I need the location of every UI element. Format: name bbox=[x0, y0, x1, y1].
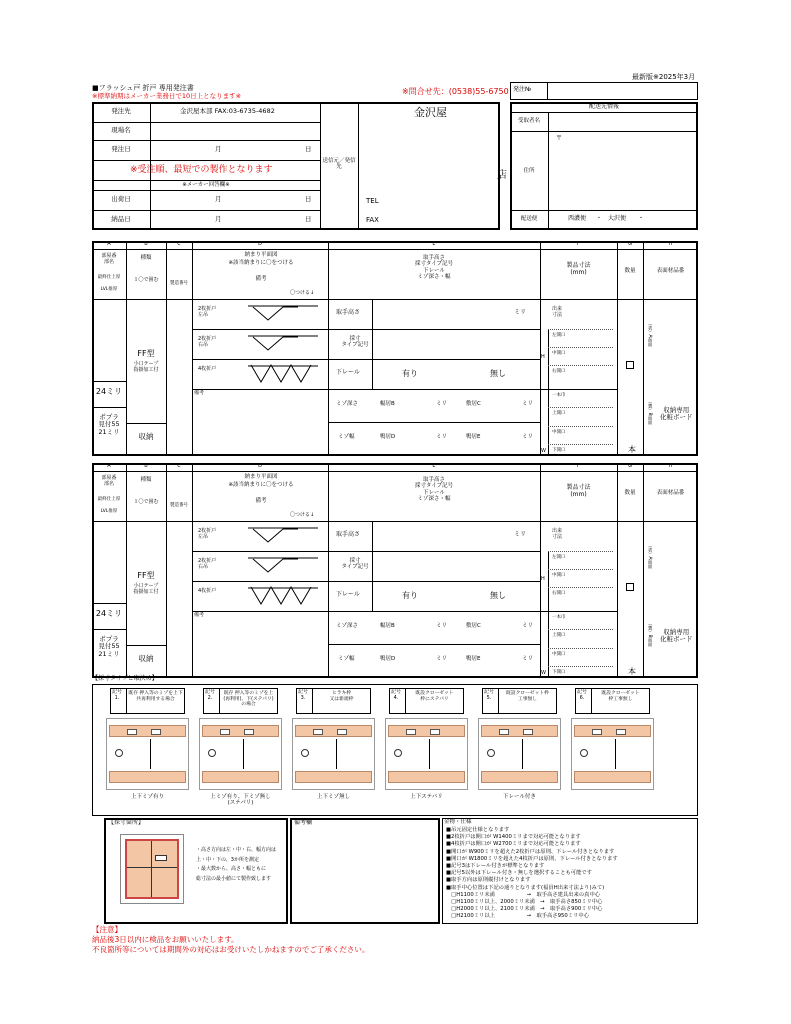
poplar-label: ポプラ 見付55 21ミリ bbox=[98, 413, 120, 436]
delivery-info-title: 配送先情報 bbox=[588, 103, 619, 110]
thickness-24: 24ミリ bbox=[95, 609, 123, 618]
postal-mark: 〒 bbox=[556, 135, 563, 142]
form-title: ■フラッシュ戸 折戸 専用発注書 bbox=[92, 84, 194, 92]
groove-width-unit-width_e: ミリ bbox=[522, 434, 534, 440]
spec-line: ■記号5以外は下レール付き・無しを選択することも可能です bbox=[446, 870, 592, 877]
measure-type-card-6[interactable] bbox=[569, 688, 656, 812]
finish-size-label: 出来 寸法 bbox=[552, 528, 563, 540]
door-2-left-plan-icon[interactable] bbox=[248, 524, 318, 548]
handle-header: 取手高さ 採寸タイプ記号 下レール ミゾ深さ・幅 bbox=[414, 477, 454, 502]
col-letter-C: C bbox=[177, 241, 181, 247]
measure-type-caption: 上下ステパリ bbox=[410, 794, 443, 800]
ff-type-label: FF型 bbox=[137, 349, 155, 358]
door-2-left-label: 2枚折戸 左吊 bbox=[198, 528, 217, 540]
lower-rail-label: 下レール bbox=[336, 369, 360, 376]
spec-line: ■4枚折戸は開口が W2700ミリまで対応可能となります bbox=[446, 841, 581, 848]
order-date-day: 日 bbox=[305, 145, 312, 153]
surface-a-label: （表）A面面 bbox=[647, 543, 653, 569]
spec-line: □H1100ミリ以上、2000ミリ未満 → 取手高さ850ミリ中心 bbox=[446, 899, 603, 905]
circle-note: １〇で囲む bbox=[133, 277, 159, 283]
door-2-right-label: 2枚折戸 右吊 bbox=[198, 558, 217, 570]
groove-depth-label: ミゾ深さ bbox=[336, 623, 359, 629]
w-opening-upper: 上開口 bbox=[552, 633, 566, 638]
lvl-thickness-label: LVL推厚 bbox=[100, 287, 118, 292]
remarks-header: 備考 bbox=[255, 276, 267, 282]
manufacture-no-header: 製造番号 bbox=[170, 281, 188, 286]
measure-type-desc: ヒラキ枠 又は新規枠 bbox=[329, 691, 354, 702]
address-label: 住所 bbox=[523, 168, 535, 174]
order-number-label: 発注№ bbox=[513, 86, 532, 93]
groove-depth-unit-width_b: ミリ bbox=[436, 401, 448, 407]
col-letter-E: E bbox=[432, 241, 436, 247]
spec-line: ■取手中心位置は下記の通りとなります(福員H出来寸法より)みて) bbox=[446, 884, 605, 891]
groove-width-label: ミゾ幅 bbox=[338, 656, 355, 662]
measure-type-no: 記号 2. bbox=[204, 689, 215, 701]
measure-type-desc: 既存 押入等のミゾを上下共再利用する場合 bbox=[128, 691, 183, 702]
groove-width-unit-width_d: ミリ bbox=[436, 656, 448, 662]
delivery-date-day: 日 bbox=[305, 215, 312, 223]
ship-date-label: 出荷日 bbox=[111, 195, 131, 203]
spec-title: 金物・仕様 bbox=[444, 819, 472, 825]
measure-type-diagram bbox=[292, 718, 375, 790]
order-date-month: 月 bbox=[215, 145, 222, 153]
delivery-seino[interactable]: 西濃便 bbox=[568, 215, 587, 222]
poplar-label: ポプラ 見付55 21ミリ bbox=[98, 635, 120, 658]
h-mark: H bbox=[541, 354, 545, 360]
measure-type-diagram bbox=[478, 718, 561, 790]
circle-note: １〇で囲む bbox=[133, 499, 159, 505]
col-letter-G: G bbox=[628, 241, 632, 247]
groove-depth-width_c: 敷居C bbox=[466, 401, 481, 407]
groove-depth-label: ミゾ深さ bbox=[336, 401, 359, 407]
supplier-value: 金沢屋本部 FAX:03-6735-4682 bbox=[180, 107, 275, 115]
circle-mark: 〇つける↓ bbox=[290, 290, 315, 296]
plan-title: 納まり平面図 bbox=[244, 252, 278, 258]
spec-line: □H2100ミリ以上 → 取手高さ950ミリ中心 bbox=[446, 913, 589, 920]
w-opening-lower: 下開口 bbox=[552, 670, 566, 675]
measure-type-caption: 下レール付き bbox=[503, 794, 536, 800]
delivery-yamato[interactable]: 大沢便 bbox=[608, 215, 627, 222]
spec-line: ■吊元固定仕様となります bbox=[446, 827, 510, 833]
groove-width-unit-width_e: ミリ bbox=[522, 656, 534, 662]
measure-type-caption: 上下ミゾ無し bbox=[316, 794, 350, 800]
frame-thickness-label: 最終仕上厚 bbox=[97, 275, 121, 280]
type-header: 種類 bbox=[140, 477, 152, 483]
groove-depth-width_c: 敷居C bbox=[466, 623, 481, 629]
ff-sub-label: 小口テープ 指掛加工付 bbox=[133, 583, 159, 595]
door-2-left-label: 2枚折戸 左吊 bbox=[198, 306, 217, 318]
qty-unit: 本 bbox=[628, 667, 636, 676]
handle-height-label: 取手高さ bbox=[336, 531, 361, 538]
measure-location-notes: ・高さ方向は左・中・右、幅方向は 上・中・下の、3か所を測定 ・最大数から、高さ・幅ともに 総寸法の最小値にて製作致します bbox=[196, 847, 277, 882]
measure-type-no: 記号 3. bbox=[297, 689, 308, 701]
groove-width-label: ミゾ幅 bbox=[338, 434, 355, 440]
store-suffix: 店 bbox=[497, 170, 507, 181]
h-opening-center: 中開口 bbox=[552, 573, 566, 578]
measure-type-caption: 上下ミゾ有り bbox=[130, 794, 164, 800]
door-2-right-plan-icon[interactable] bbox=[248, 332, 318, 356]
version-label: 最新版※2025年3月 bbox=[632, 73, 696, 81]
measure-type-label: 採寸 タイプ記号 bbox=[341, 558, 369, 571]
site-name-label: 現場名 bbox=[111, 126, 131, 134]
qty-header: 数量 bbox=[624, 268, 636, 274]
tel-label: TEL bbox=[366, 197, 379, 205]
fax-label: FAX bbox=[366, 216, 379, 224]
lower-rail-no[interactable]: 無し bbox=[490, 369, 506, 378]
h-opening-left_side: 左開口 bbox=[552, 333, 566, 338]
surface-b-label: （裏）B面面 bbox=[647, 621, 653, 647]
measure-type-label: 採寸 タイプ記号 bbox=[341, 336, 369, 349]
size-header: 製品寸法 (mm) bbox=[566, 484, 591, 498]
col-letter-C: C bbox=[177, 463, 181, 469]
measure-type-caption: 上ミゾ有り、下ミゾ無し (ステパリ) bbox=[210, 794, 271, 807]
lower-rail-yes[interactable]: 有り bbox=[402, 369, 418, 378]
company-name: 金沢屋 bbox=[414, 106, 447, 119]
manufacture-no-header: 製造番号 bbox=[170, 503, 188, 508]
qty-checkbox[interactable] bbox=[626, 583, 634, 591]
type-header: 種類 bbox=[140, 255, 152, 261]
h-opening-right_side: 右開口 bbox=[552, 369, 566, 374]
ff-sub-label: 小口テープ 指掛加工付 bbox=[133, 361, 159, 373]
measure-type-desc: 既設クローゼット 枠工事無し bbox=[601, 691, 640, 702]
w-opening-upper: 上開口 bbox=[552, 411, 566, 416]
measure-type-card-1[interactable] bbox=[104, 688, 191, 812]
finish-size-label: 出来 寸法 bbox=[552, 306, 563, 318]
measure-type-card-3[interactable] bbox=[290, 688, 377, 812]
col-letter-B: B bbox=[144, 463, 148, 469]
w-opening-ichiban: 一本巾 bbox=[552, 393, 566, 398]
plan-title: 納まり平面図 bbox=[244, 474, 278, 480]
spec-line: ■開口が W1800ミリを超えた4枚折戸は原則、下レール付きとなります bbox=[446, 855, 618, 862]
h-mark: H bbox=[541, 576, 545, 582]
spec-line: ■記号3は下レール付きが標準となります bbox=[446, 863, 545, 869]
w-opening-middle: 中開口 bbox=[552, 652, 566, 657]
col-letter-A: A bbox=[107, 241, 111, 247]
door-2-right-plan-icon[interactable] bbox=[248, 554, 318, 578]
row-remarks-label: 備考 bbox=[194, 390, 205, 396]
inquiry-phone: ※問合せ先：(0538)55-6750 bbox=[402, 87, 509, 96]
lower-rail-no[interactable]: 無し bbox=[490, 591, 506, 600]
groove-width-width_d: 鴨居D bbox=[380, 656, 396, 662]
delivery-date-month: 月 bbox=[215, 215, 222, 223]
measure-type-no: 記号 4. bbox=[390, 689, 401, 701]
lvl-thickness-label: LVL推厚 bbox=[100, 509, 118, 514]
plan-note: ※該当納まりに〇をつける bbox=[228, 260, 294, 266]
ff-type-label: FF型 bbox=[137, 571, 155, 580]
storage-label: 収納 bbox=[138, 432, 154, 441]
circle-mark: 〇つける↓ bbox=[290, 512, 315, 518]
col-letter-H: H bbox=[668, 463, 673, 469]
sender-label: 送信元／発信先 bbox=[322, 158, 356, 171]
remarks-title: 備考欄 bbox=[294, 819, 313, 826]
order-notice: ※受注順、最短での製作となります bbox=[130, 165, 273, 175]
lower-rail-label: 下レール bbox=[336, 591, 360, 598]
door-4-plan-icon[interactable] bbox=[248, 362, 318, 386]
delivery-date-label: 納品日 bbox=[111, 215, 131, 223]
col-letter-G: G bbox=[628, 463, 632, 469]
handle-height-label: 取手高さ bbox=[336, 309, 361, 316]
col-letter-D: D bbox=[258, 463, 262, 469]
door-4-label: 4枚折戸 bbox=[198, 366, 217, 372]
col-letter-H: H bbox=[668, 241, 673, 247]
w-opening-middle: 中開口 bbox=[552, 430, 566, 435]
measure-type-no: 記号 6. bbox=[576, 689, 587, 701]
surface-header: 表面材品番 bbox=[656, 490, 685, 496]
plan-note: ※該当納まりに〇をつける bbox=[228, 482, 294, 488]
room-header: 部屋番 部名 bbox=[101, 253, 117, 265]
col-letter-E: E bbox=[432, 463, 436, 469]
spec-line: □H1100ミリ未満 → 取手高さ建具出来の真中心 bbox=[446, 891, 601, 898]
room-header: 部屋番 部名 bbox=[101, 475, 117, 487]
col-letter-B: B bbox=[144, 241, 148, 247]
storage-board-label: 収納専用 化粧ボード bbox=[660, 406, 693, 422]
col-letter-F: F bbox=[577, 241, 580, 247]
surface-header: 表面材品番 bbox=[656, 268, 685, 274]
delivery-dot-2: ・ bbox=[638, 215, 645, 222]
measure-type-diagram bbox=[571, 718, 654, 790]
w-mark: W bbox=[541, 448, 546, 454]
ship-date-day: 日 bbox=[305, 195, 312, 203]
remarks-box[interactable] bbox=[290, 818, 440, 924]
col-letter-A: A bbox=[107, 463, 111, 469]
measure-location-title: 【採寸箇所】 bbox=[108, 819, 145, 826]
surface-b-label: （裏）B面面 bbox=[647, 399, 653, 425]
measure-type-diagram bbox=[199, 718, 282, 790]
measure-type-card-5[interactable] bbox=[476, 688, 563, 812]
spec-line: ■開口が W900ミリを超えた2枚折戸は原則、下レール付きとなります bbox=[446, 848, 615, 855]
thickness-24: 24ミリ bbox=[95, 387, 123, 396]
groove-depth-unit-width_c: ミリ bbox=[522, 623, 534, 629]
groove-width-width_d: 鴨居D bbox=[380, 434, 396, 440]
door-2-right-label: 2枚折戸 右吊 bbox=[198, 336, 217, 348]
handle-height-unit: ミリ bbox=[514, 531, 527, 538]
door-4-label: 4枚折戸 bbox=[198, 588, 217, 594]
row-remarks-label: 備考 bbox=[194, 612, 205, 618]
h-opening-right_side: 右開口 bbox=[552, 591, 566, 596]
qty-checkbox[interactable] bbox=[626, 361, 634, 369]
measure-type-desc: 既存 押入等のミゾを上(再利用)、下(ステパリ)の場合 bbox=[223, 691, 274, 708]
frame-thickness-label: 最終仕上厚 bbox=[97, 497, 121, 502]
measure-type-desc: 既設クローゼット 枠にステパリ bbox=[415, 691, 454, 702]
site-name-field[interactable] bbox=[152, 124, 318, 139]
groove-width-unit-width_d: ミリ bbox=[436, 434, 448, 440]
qty-unit: 本 bbox=[628, 445, 636, 454]
delivery-dot-1: ・ bbox=[596, 215, 603, 222]
order-number-field[interactable] bbox=[549, 84, 695, 98]
notice-title: 【注意】 bbox=[92, 925, 122, 934]
spec-line: □H2000ミリ以上、2100ミリ未満 → 取手高さ900ミリ中心 bbox=[446, 906, 603, 913]
lower-rail-yes[interactable]: 有り bbox=[402, 591, 418, 600]
groove-width-width_e: 鴨居E bbox=[466, 434, 481, 440]
supplier-label: 発注先 bbox=[111, 107, 131, 115]
groove-depth-width_b: 幅居B bbox=[380, 401, 395, 407]
measure-types-title: 【採寸タイプと取決め】 bbox=[92, 675, 158, 682]
col-letter-D: D bbox=[258, 241, 262, 247]
h-opening-left_side: 左開口 bbox=[552, 555, 566, 560]
order-date-label: 発注日 bbox=[111, 145, 131, 153]
recipient-label: 受取者名 bbox=[517, 118, 540, 124]
spec-line: ■取手方向は原則縦付けとなります bbox=[446, 877, 531, 884]
storage-board-label: 収納専用 化粧ボード bbox=[660, 628, 693, 644]
measure-type-diagram bbox=[106, 718, 189, 790]
qty-header: 数量 bbox=[624, 490, 636, 496]
measure-type-card-2[interactable] bbox=[197, 688, 284, 812]
measure-type-desc: 既設クローゼット枠 工事無し bbox=[506, 691, 549, 702]
w-opening-lower: 下開口 bbox=[552, 448, 566, 453]
w-opening-ichiban: 一本巾 bbox=[552, 615, 566, 620]
ship-date-month: 月 bbox=[215, 195, 222, 203]
door-2-left-plan-icon[interactable] bbox=[248, 302, 318, 326]
lead-time-note: ※標準納期はメーカー業務日で10日上となります※ bbox=[92, 92, 242, 100]
measure-diagram bbox=[120, 834, 184, 904]
notice-line-1: 納品後3日以内に検品をお願いいたします。 bbox=[92, 935, 239, 944]
groove-depth-unit-width_b: ミリ bbox=[436, 623, 448, 629]
spec-line: ■2枚折戸は開口が W1400ミリまで対応可能となります bbox=[446, 834, 581, 841]
groove-depth-width_b: 幅居B bbox=[380, 623, 395, 629]
delivery-method-label: 配送便 bbox=[520, 216, 538, 222]
remarks-header: 備考 bbox=[255, 498, 267, 504]
w-mark: W bbox=[541, 670, 546, 676]
groove-depth-unit-width_c: ミリ bbox=[522, 401, 534, 407]
size-header: 製品寸法 (mm) bbox=[566, 262, 591, 276]
col-letter-F: F bbox=[577, 463, 580, 469]
notice-line-2: 不良箇所等については期間外の対応はお受けいたしかねますのでご了承ください。 bbox=[92, 945, 370, 954]
measure-type-diagram bbox=[385, 718, 468, 790]
surface-a-label: （表）A面面 bbox=[647, 321, 653, 347]
storage-label: 収納 bbox=[138, 654, 154, 663]
groove-width-width_e: 鴨居E bbox=[466, 656, 481, 662]
handle-header: 取手高さ 採寸タイプ記号 下レール ミゾ深さ・幅 bbox=[414, 255, 454, 280]
handle-height-unit: ミリ bbox=[514, 309, 527, 316]
door-4-plan-icon[interactable] bbox=[248, 584, 318, 608]
measure-type-card-4[interactable] bbox=[383, 688, 470, 812]
measure-type-no: 記号 1. bbox=[111, 689, 122, 701]
measure-type-no: 記号 5. bbox=[483, 689, 494, 701]
maker-answer-label: ※メーカー回答欄※ bbox=[182, 182, 230, 188]
h-opening-center: 中開口 bbox=[552, 351, 566, 356]
